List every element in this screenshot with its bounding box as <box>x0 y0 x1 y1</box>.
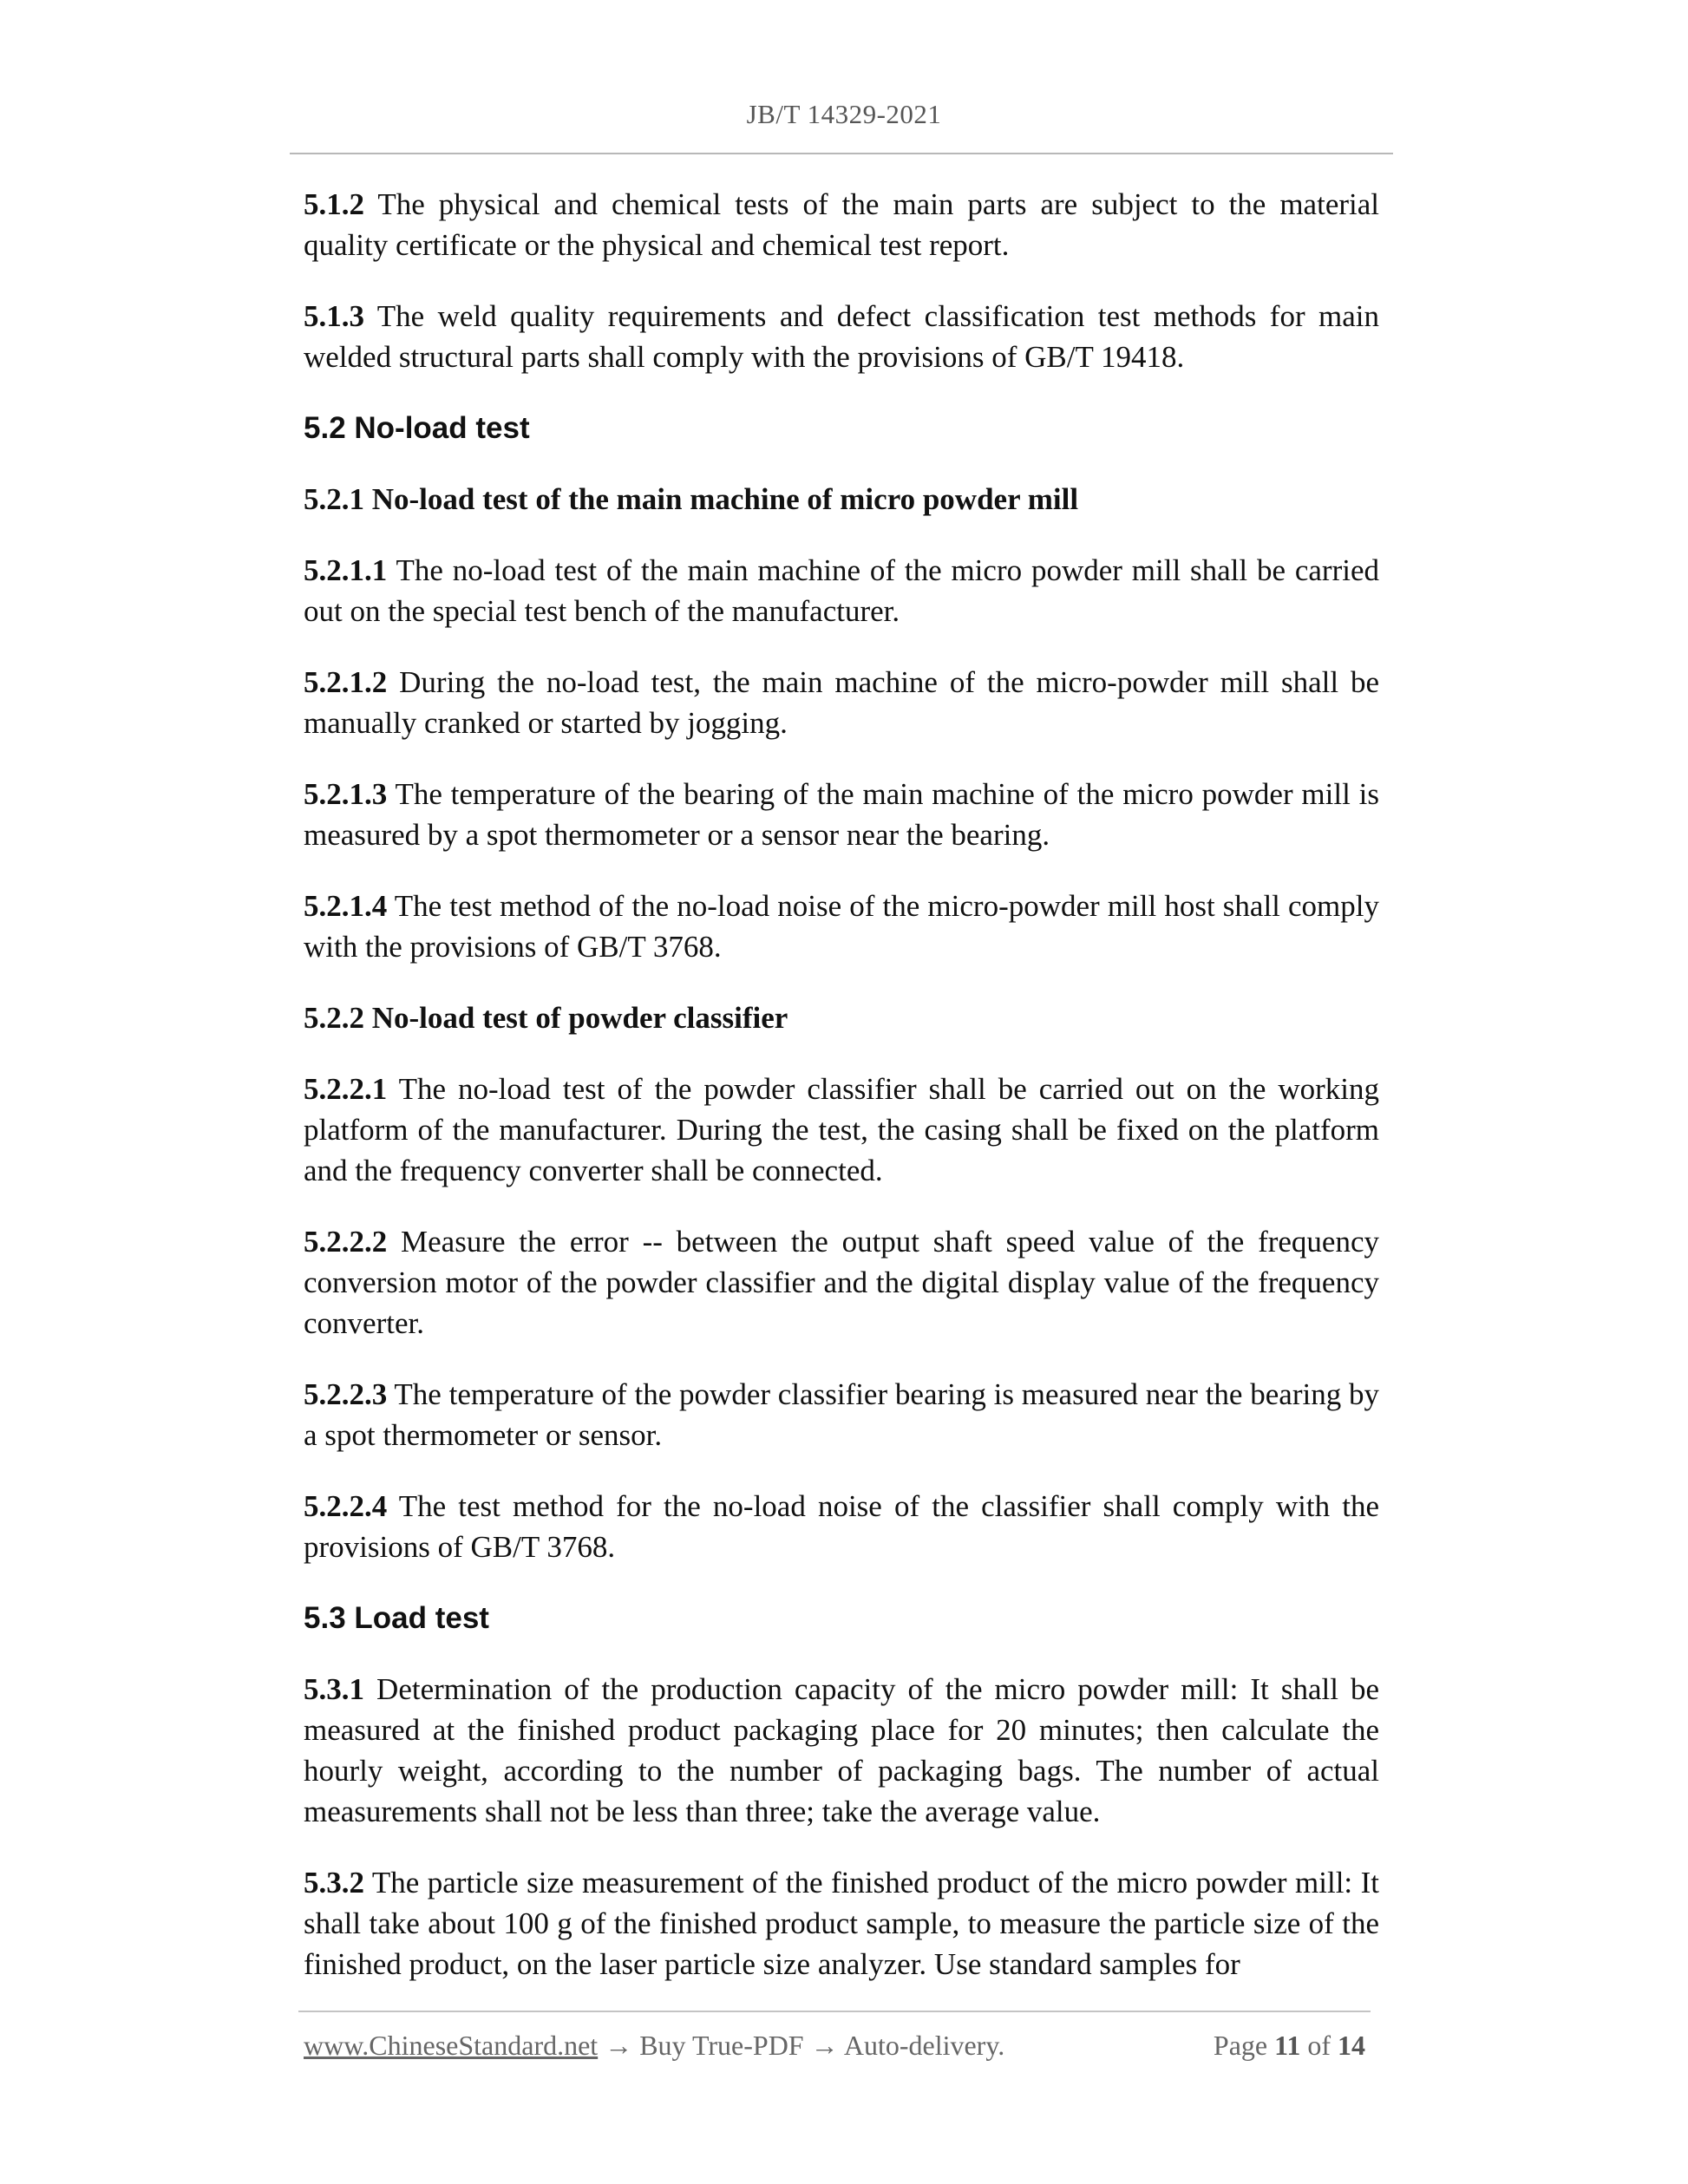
footer-divider <box>298 2011 1371 2012</box>
clause-number: 5.2.2.1 <box>304 1072 388 1106</box>
clause-5-2-1-1 <box>304 550 1379 631</box>
clause-text: The test method of the no-load noise of the micro-powder mill host shall comply with the provisions of GB/T 3768. <box>304 889 1379 964</box>
header-divider <box>290 153 1393 154</box>
current-page-number: 11 <box>1274 2030 1301 2061</box>
subsection-heading-5-2-2: 5.2.2 No-load test of powder classifier <box>304 1001 788 1035</box>
clause-number: 5.2.1.3 <box>304 777 388 811</box>
clause-text: The no-load test of the powder classifier shall be carried out on the working platform of the manufacturer. During the test, the casing shall be fixed on the platform and the frequency converter shall be connected. <box>304 1072 1379 1187</box>
section-heading-5-3: 5.3 Load test <box>304 1601 489 1635</box>
clause-5-1-3 <box>304 296 1379 377</box>
subsection-heading-5-2-1: 5.2.1 No-load test of the main machine of micro powder mill <box>304 482 1079 516</box>
document-code-header: JB/T 14329-2021 <box>746 99 942 129</box>
clause-text: During the no-load test, the main machine of the micro-powder mill shall be manually cranked or started by jogging. <box>304 665 1379 740</box>
clause-number: 5.2.2.4 <box>304 1489 388 1523</box>
clause-text: The physical and chemical tests of the main parts are subject to the material quality certificate or the physical and chemical test report. <box>304 187 1379 262</box>
clause-number: 5.2.2.2 <box>304 1225 388 1259</box>
clause-number: 5.2.1.1 <box>304 553 388 587</box>
clause-5-2-1-4 <box>304 886 1379 967</box>
clause-5-2-1-3 <box>304 774 1379 855</box>
page-number <box>1214 2030 1365 2062</box>
page-label: Page <box>1213 2030 1268 2061</box>
clause-5-3-2 <box>304 1862 1379 1985</box>
footer-promo <box>304 2030 1004 2062</box>
clause-number: 5.1.3 <box>304 299 364 333</box>
clause-text: The particle size measurement of the finished product of the micro powder mill: It shall take about 100 g of the finished product sample, to measure the particle size of the finished product, on the laser particle size analyzer. Use standard samples for <box>304 1866 1380 1981</box>
section-heading-5-2: 5.2 No-load test <box>304 411 530 445</box>
clause-number: 5.1.2 <box>304 187 364 221</box>
page-content <box>304 184 1379 2015</box>
clause-number: 5.3.1 <box>304 1672 364 1706</box>
clause-text: Measure the error -- between the output shaft speed value of the frequency conversion motor of the powder classifier and the digital display value of the frequency converter. <box>304 1225 1380 1340</box>
clause-5-2-2-1 <box>304 1069 1379 1191</box>
footer-promo-text: → Buy True-PDF → Auto-delivery. <box>598 2030 1005 2061</box>
of-label: of <box>1307 2030 1331 2061</box>
website-link[interactable]: www.ChineseStandard.net <box>304 2030 599 2061</box>
total-page-count: 14 <box>1338 2030 1365 2061</box>
clause-5-2-1-2 <box>304 662 1379 743</box>
clause-text: Determination of the production capacity of the micro powder mill: It shall be measured at the finished product packaging place for 20 minutes; then calculate the hourly weight, according to the number of packaging bags. The number of actual measurements shall not be less than three; take the average value. <box>304 1672 1380 1828</box>
clause-text: The temperature of the bearing of the main machine of the micro powder mill is measured by a spot thermometer or a sensor near the bearing. <box>304 777 1379 852</box>
clause-number: 5.2.1.2 <box>304 665 388 699</box>
clause-5-1-2 <box>304 184 1379 265</box>
clause-text: The temperature of the powder classifier bearing is measured near the bearing by a spot thermometer or sensor. <box>304 1377 1379 1452</box>
clause-5-2-2-3 <box>304 1374 1379 1455</box>
clause-number: 5.2.1.4 <box>304 889 388 923</box>
clause-number: 5.3.2 <box>304 1866 364 1900</box>
clause-5-3-1 <box>304 1669 1379 1832</box>
clause-5-2-2-2 <box>304 1221 1379 1344</box>
clause-number: 5.2.2.3 <box>304 1377 388 1411</box>
clause-5-2-2-4 <box>304 1486 1379 1567</box>
clause-text: The weld quality requirements and defect classification test methods for main welded structural parts shall comply with the provisions of GB/T 19418. <box>304 299 1379 374</box>
clause-text: The test method for the no-load noise of the classifier shall comply with the provisions of GB/T 3768. <box>304 1489 1379 1564</box>
clause-text: The no-load test of the main machine of the micro powder mill shall be carried out on the special test bench of the manufacturer. <box>304 553 1380 628</box>
